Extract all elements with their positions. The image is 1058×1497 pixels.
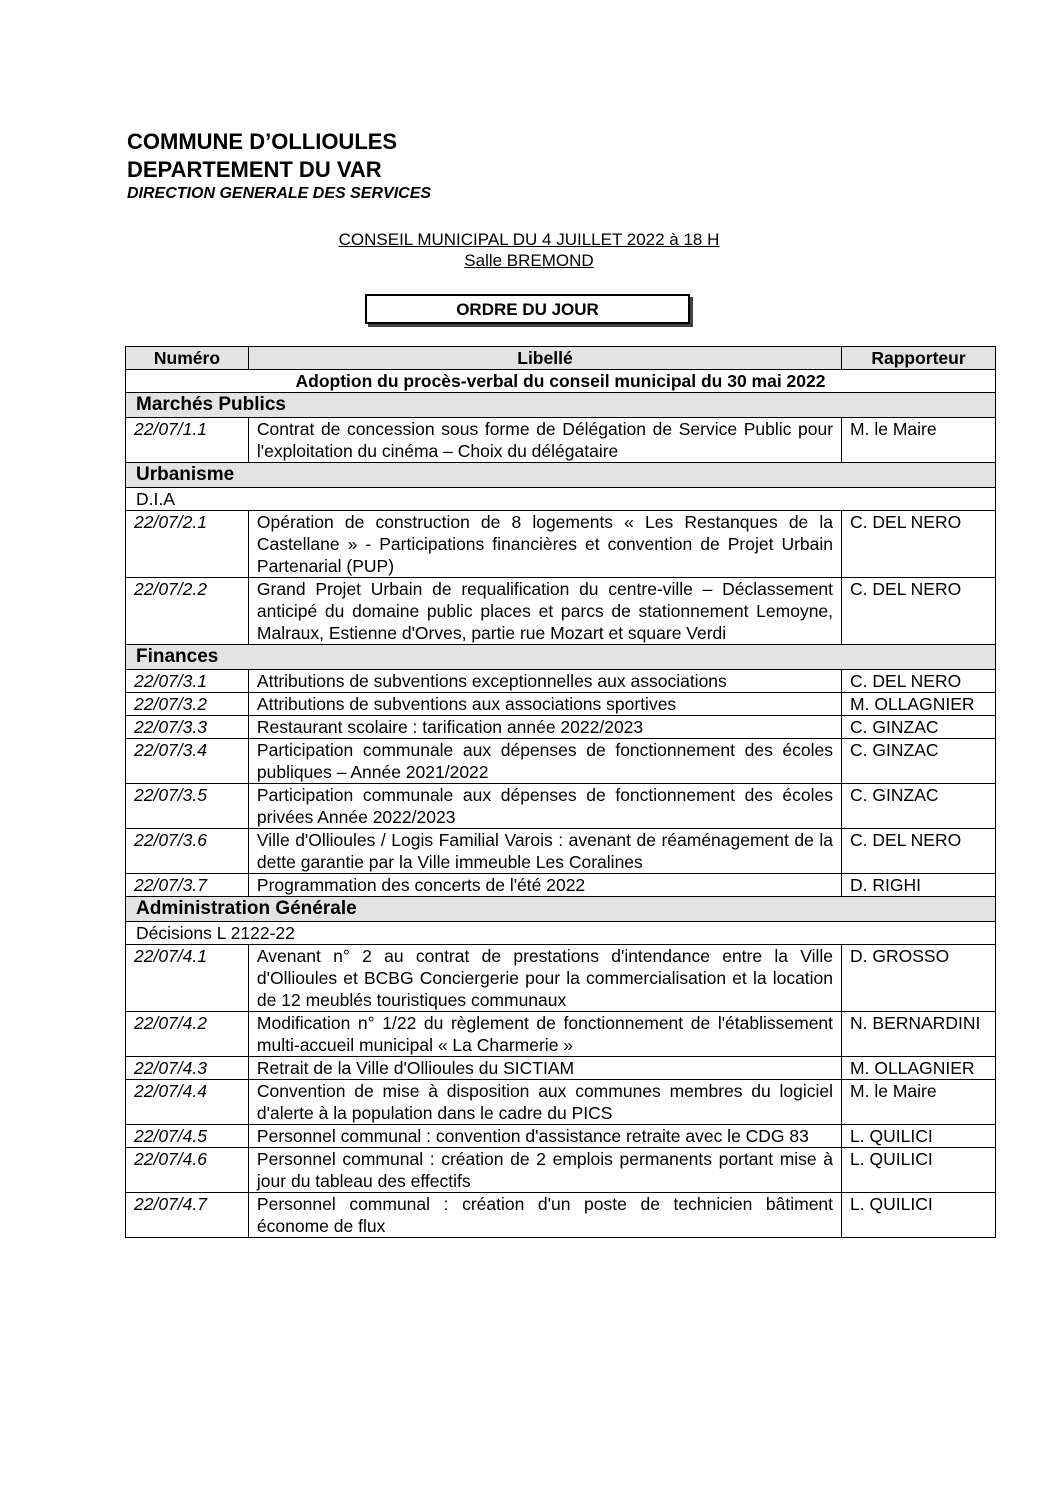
item-rapporteur: D. RIGHI (842, 874, 996, 897)
section-row-finances (126, 645, 996, 670)
item-label: Modification n° 1/22 du règlement de fonctionnement de l'établissement multi-accueil municipal « La Charmerie » (248, 1012, 841, 1057)
item-rapporteur: D. GROSSO (842, 945, 996, 1012)
item-label: Opération de construction de 8 logements « Les Restanques de la Castellane » - Participations financières et convention de Projet Urbain Partenarial (PUP) (248, 511, 841, 578)
item-number: 22/07/4.1 (126, 945, 249, 1012)
item-rapporteur: C. DEL NERO (842, 670, 996, 693)
item-number: 22/07/2.2 (126, 578, 249, 645)
item-number: 22/07/2.1 (126, 511, 249, 578)
item-label: Contrat de concession sous forme de Délégation de Service Public pour l'exploitation du cinéma – Choix du délégataire (248, 418, 841, 463)
item-rapporteur: C. GINZAC (842, 739, 996, 784)
item-number: 22/07/3.6 (126, 829, 249, 874)
section-row-marches-publics (126, 393, 996, 418)
item-number: 22/07/3.7 (126, 874, 249, 897)
item-rapporteur: M. OLLAGNIER (842, 693, 996, 716)
item-rapporteur: L. QUILICI (842, 1125, 996, 1148)
subsection-title: Décisions L 2122-22 (126, 922, 996, 945)
agenda-table (125, 346, 996, 1238)
item-label: Ville d'Ollioules / Logis Familial Varois : avenant de réaménagement de la dette garantie par la Ville immeuble Les Coralines (248, 829, 841, 874)
item-label: Attributions de subventions exceptionnelles aux associations (248, 670, 841, 693)
subsection-row (126, 488, 996, 511)
table-row (126, 1125, 996, 1148)
item-number: 22/07/4.4 (126, 1080, 249, 1125)
item-number: 22/07/3.1 (126, 670, 249, 693)
section-title: Urbanisme (126, 463, 996, 488)
table-row (126, 1193, 996, 1238)
section-title: Administration Générale (126, 897, 996, 922)
item-rapporteur: M. le Maire (842, 418, 996, 463)
document-header (127, 128, 431, 204)
section-row-urbanisme (126, 463, 996, 488)
subsection-row (126, 922, 996, 945)
item-number: 22/07/3.4 (126, 739, 249, 784)
item-rapporteur: C. GINZAC (842, 784, 996, 829)
item-number: 22/07/4.6 (126, 1148, 249, 1193)
item-label: Retrait de la Ville d'Ollioules du SICTIAM (248, 1057, 841, 1080)
item-rapporteur: M. OLLAGNIER (842, 1057, 996, 1080)
adoption-text: Adoption du procès-verbal du conseil municipal du 30 mai 2022 (126, 370, 996, 393)
item-number: 22/07/4.3 (126, 1057, 249, 1080)
table-row (126, 716, 996, 739)
meeting-title: CONSEIL MUNICIPAL DU 4 JUILLET 2022 à 18 H (338, 230, 720, 249)
item-number: 22/07/4.7 (126, 1193, 249, 1238)
table-row (126, 1057, 996, 1080)
table-row (126, 578, 996, 645)
table-header-row (126, 347, 996, 370)
item-number: 22/07/1.1 (126, 418, 249, 463)
direction-name: DIRECTION GENERALE DES SERVICES (127, 185, 432, 202)
section-title: Marchés Publics (126, 393, 996, 418)
table-row (126, 670, 996, 693)
item-label: Personnel communal : création d'un poste de technicien bâtiment économe de flux (248, 1193, 841, 1238)
item-number: 22/07/3.5 (126, 784, 249, 829)
item-number: 22/07/3.2 (126, 693, 249, 716)
item-label: Convention de mise à disposition aux communes membres du logiciel d'alerte à la population dans le cadre du PICS (248, 1080, 841, 1125)
item-number: 22/07/4.2 (126, 1012, 249, 1057)
header-rapporteur: Rapporteur (842, 347, 996, 370)
header-numero: Numéro (126, 347, 249, 370)
item-label: Attributions de subventions aux associations sportives (248, 693, 841, 716)
subsection-title: D.I.A (126, 488, 996, 511)
item-rapporteur: C. DEL NERO (842, 511, 996, 578)
meeting-location: Salle BREMOND (464, 251, 594, 270)
item-number: 22/07/4.5 (126, 1125, 249, 1148)
item-number: 22/07/3.3 (126, 716, 249, 739)
table-row (126, 418, 996, 463)
item-rapporteur: C. GINZAC (842, 716, 996, 739)
table-row (126, 1148, 996, 1193)
item-rapporteur: L. QUILICI (842, 1193, 996, 1238)
item-label: Grand Projet Urbain de requalification du centre-ville – Déclassement anticipé du domaine public places et parcs de stationnement Lemoyne, Malraux, Estienne d'Orves, partie rue Mozart et square Verdi (248, 578, 841, 645)
item-rapporteur: C. DEL NERO (842, 578, 996, 645)
item-label: Personnel communal : création de 2 emplois permanents portant mise à jour du tableau des effectifs (248, 1148, 841, 1193)
table-row (126, 739, 996, 784)
department-name: DEPARTEMENT DU VAR (127, 157, 382, 182)
item-label: Programmation des concerts de l'été 2022 (248, 874, 841, 897)
table-row (126, 693, 996, 716)
item-rapporteur: L. QUILICI (842, 1148, 996, 1193)
table-row (126, 784, 996, 829)
section-row-administration-generale (126, 897, 996, 922)
table-row (126, 1080, 996, 1125)
adoption-row (126, 370, 996, 393)
item-rapporteur: M. le Maire (842, 1080, 996, 1125)
item-label: Restaurant scolaire : tarification année 2022/2023 (248, 716, 841, 739)
item-rapporteur: C. DEL NERO (842, 829, 996, 874)
item-label: Personnel communal : convention d'assistance retraite avec le CDG 83 (248, 1125, 841, 1148)
item-label: Avenant n° 2 au contrat de prestations d'intendance entre la Ville d'Ollioules et BCBG Conciergerie pour la commercialisation et la location de 12 meublés touristiques communaux (248, 945, 841, 1012)
meeting-info (0, 229, 1058, 271)
table-row (126, 1012, 996, 1057)
table-row (126, 874, 996, 897)
section-title: Finances (126, 645, 996, 670)
order-of-day-title: ORDRE DU JOUR (365, 294, 690, 324)
header-libelle: Libellé (248, 347, 841, 370)
item-label: Participation communale aux dépenses de fonctionnement des écoles privées Année 2022/2023 (248, 784, 841, 829)
commune-name: COMMUNE D’OLLIOULES (127, 129, 398, 154)
item-label: Participation communale aux dépenses de fonctionnement des écoles publiques – Année 2021/2022 (248, 739, 841, 784)
table-row (126, 511, 996, 578)
table-row (126, 945, 996, 1012)
table-row (126, 829, 996, 874)
item-rapporteur: N. BERNARDINI (842, 1012, 996, 1057)
